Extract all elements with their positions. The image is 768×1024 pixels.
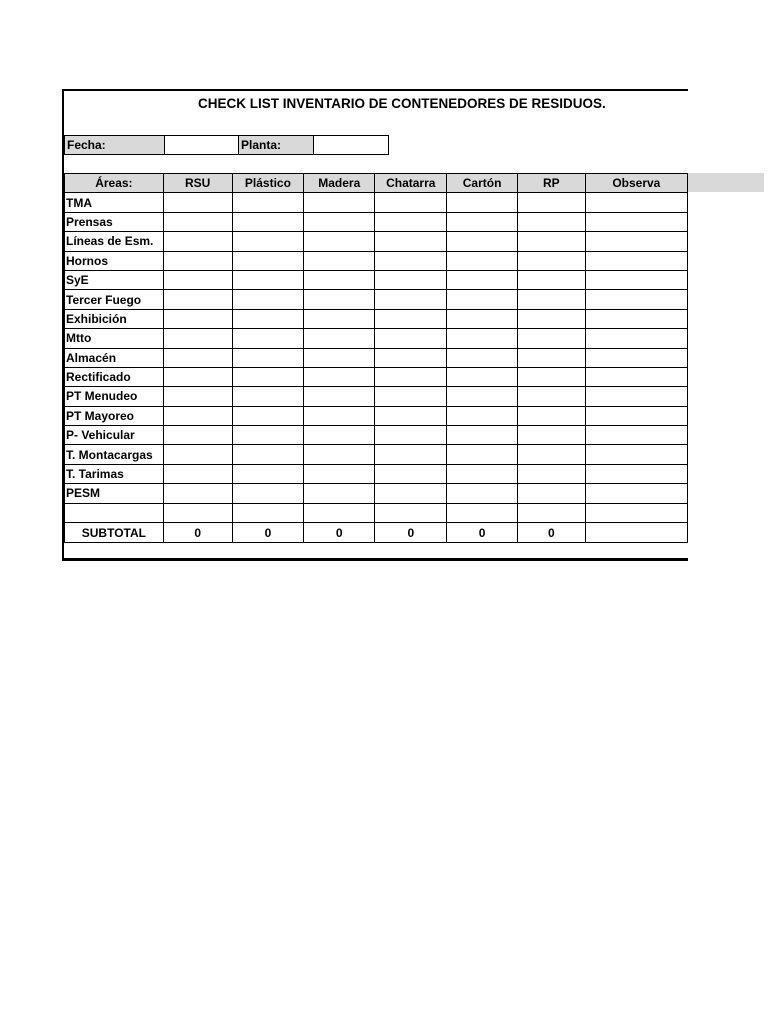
count-cell[interactable] xyxy=(232,464,304,483)
count-cell[interactable] xyxy=(447,426,518,445)
subtotal-label: SUBTOTAL xyxy=(65,523,164,543)
count-cell[interactable] xyxy=(163,270,232,289)
count-cell[interactable] xyxy=(304,406,375,425)
count-cell[interactable] xyxy=(517,329,585,348)
count-cell[interactable] xyxy=(447,348,518,367)
count-cell[interactable] xyxy=(375,503,447,522)
count-cell[interactable] xyxy=(375,251,447,270)
table-row xyxy=(65,251,688,270)
area-label xyxy=(65,503,164,522)
count-cell[interactable] xyxy=(585,193,687,212)
empty-row xyxy=(65,543,688,561)
count-cell[interactable] xyxy=(304,193,375,212)
count-cell[interactable] xyxy=(232,367,304,386)
count-cell[interactable] xyxy=(304,387,375,406)
count-cell[interactable] xyxy=(375,232,447,251)
count-cell[interactable] xyxy=(585,406,687,425)
count-cell[interactable] xyxy=(585,367,687,386)
count-cell[interactable] xyxy=(232,445,304,464)
column-header: Cartón xyxy=(447,174,518,193)
count-cell[interactable] xyxy=(585,270,687,289)
table-row xyxy=(65,232,688,251)
count-cell[interactable] xyxy=(304,445,375,464)
area-label: Exhibición xyxy=(65,309,164,328)
count-cell[interactable] xyxy=(232,309,304,328)
subtotal-value: 0 xyxy=(517,523,585,543)
count-cell[interactable] xyxy=(447,445,518,464)
count-cell[interactable] xyxy=(447,503,518,522)
count-cell[interactable] xyxy=(517,193,585,212)
count-cell[interactable] xyxy=(447,212,518,231)
count-cell[interactable] xyxy=(304,329,375,348)
count-cell[interactable] xyxy=(232,387,304,406)
count-cell[interactable] xyxy=(375,309,447,328)
count-cell[interactable] xyxy=(375,290,447,309)
count-cell[interactable] xyxy=(517,387,585,406)
sheet-title-text: CHECK LIST INVENTARIO DE CONTENEDORES DE RESIDUOS. xyxy=(198,96,606,111)
count-cell[interactable] xyxy=(447,387,518,406)
column-header: Chatarra xyxy=(375,174,447,193)
count-cell[interactable] xyxy=(585,290,687,309)
checklist-sheet xyxy=(62,89,688,561)
table-row xyxy=(65,212,688,231)
table-row xyxy=(65,270,688,289)
column-header: RP xyxy=(517,174,585,193)
count-cell[interactable] xyxy=(517,212,585,231)
area-label: Líneas de Esm. xyxy=(65,232,164,251)
count-cell[interactable] xyxy=(447,251,518,270)
subtotal-value: 0 xyxy=(304,523,375,543)
area-label: TMA xyxy=(65,193,164,212)
count-cell[interactable] xyxy=(375,387,447,406)
count-cell[interactable] xyxy=(375,212,447,231)
count-cell[interactable] xyxy=(232,484,304,503)
count-cell[interactable] xyxy=(517,270,585,289)
area-label: Almacén xyxy=(65,348,164,367)
count-cell[interactable] xyxy=(585,251,687,270)
table-row xyxy=(65,193,688,212)
count-cell[interactable] xyxy=(447,464,518,483)
count-cell[interactable] xyxy=(163,484,232,503)
count-cell[interactable] xyxy=(232,251,304,270)
table-row xyxy=(65,464,688,483)
count-cell[interactable] xyxy=(163,426,232,445)
count-cell[interactable] xyxy=(163,309,232,328)
count-cell[interactable] xyxy=(375,193,447,212)
count-cell[interactable] xyxy=(304,270,375,289)
column-header: Áreas: xyxy=(65,174,164,193)
table-row xyxy=(65,406,688,425)
offpage-column-header xyxy=(688,173,764,192)
count-cell[interactable] xyxy=(447,406,518,425)
count-cell[interactable] xyxy=(517,348,585,367)
count-cell[interactable] xyxy=(447,484,518,503)
area-label: T. Tarimas xyxy=(65,464,164,483)
count-cell[interactable] xyxy=(163,503,232,522)
count-cell[interactable] xyxy=(517,406,585,425)
count-cell[interactable] xyxy=(585,329,687,348)
count-cell[interactable] xyxy=(304,348,375,367)
count-cell[interactable] xyxy=(232,406,304,425)
subtotal-value xyxy=(585,523,687,543)
fecha-field[interactable] xyxy=(164,135,239,155)
count-cell[interactable] xyxy=(517,503,585,522)
table-row xyxy=(65,503,688,522)
count-cell[interactable] xyxy=(517,445,585,464)
area-label: SyE xyxy=(65,270,164,289)
table-row xyxy=(65,387,688,406)
count-cell[interactable] xyxy=(304,426,375,445)
count-cell[interactable] xyxy=(304,212,375,231)
count-cell[interactable] xyxy=(304,309,375,328)
count-cell[interactable] xyxy=(232,426,304,445)
area-label: Rectificado xyxy=(65,367,164,386)
count-cell[interactable] xyxy=(517,367,585,386)
subtotal-row xyxy=(65,523,688,543)
area-label: Mtto xyxy=(65,329,164,348)
count-cell[interactable] xyxy=(447,232,518,251)
count-cell[interactable] xyxy=(375,270,447,289)
column-header: RSU xyxy=(163,174,232,193)
count-cell[interactable] xyxy=(447,193,518,212)
count-cell[interactable] xyxy=(232,503,304,522)
count-cell[interactable] xyxy=(163,329,232,348)
subtotal-value: 0 xyxy=(375,523,447,543)
table-header-row xyxy=(65,174,688,193)
count-cell[interactable] xyxy=(304,290,375,309)
count-cell[interactable] xyxy=(585,387,687,406)
count-cell[interactable] xyxy=(163,406,232,425)
count-cell[interactable] xyxy=(232,232,304,251)
count-cell[interactable] xyxy=(375,329,447,348)
count-cell[interactable] xyxy=(232,270,304,289)
area-label: Prensas xyxy=(65,212,164,231)
area-label: Hornos xyxy=(65,251,164,270)
count-cell[interactable] xyxy=(585,445,687,464)
table-row xyxy=(65,290,688,309)
column-header: Observa xyxy=(585,174,687,193)
count-cell[interactable] xyxy=(163,367,232,386)
count-cell[interactable] xyxy=(447,367,518,386)
count-cell[interactable] xyxy=(585,212,687,231)
count-cell[interactable] xyxy=(585,484,687,503)
count-cell[interactable] xyxy=(375,426,447,445)
table-row xyxy=(65,484,688,503)
count-cell[interactable] xyxy=(517,290,585,309)
subtotal-value: 0 xyxy=(447,523,518,543)
count-cell[interactable] xyxy=(232,212,304,231)
count-cell[interactable] xyxy=(447,270,518,289)
count-cell[interactable] xyxy=(585,232,687,251)
table-row xyxy=(65,426,688,445)
count-cell[interactable] xyxy=(163,251,232,270)
table-row xyxy=(65,367,688,386)
count-cell[interactable] xyxy=(304,232,375,251)
inventory-table xyxy=(64,173,688,561)
count-cell[interactable] xyxy=(232,193,304,212)
count-cell[interactable] xyxy=(375,464,447,483)
table-row xyxy=(65,329,688,348)
planta-field[interactable] xyxy=(313,135,389,155)
sheet-title xyxy=(64,91,688,117)
count-cell[interactable] xyxy=(447,309,518,328)
count-cell[interactable] xyxy=(232,329,304,348)
count-cell[interactable] xyxy=(163,290,232,309)
count-cell[interactable] xyxy=(517,426,585,445)
count-cell[interactable] xyxy=(585,309,687,328)
count-cell[interactable] xyxy=(585,503,687,522)
area-label: Tercer Fuego xyxy=(65,290,164,309)
count-cell[interactable] xyxy=(375,367,447,386)
count-cell[interactable] xyxy=(163,212,232,231)
count-cell[interactable] xyxy=(232,290,304,309)
count-cell[interactable] xyxy=(163,348,232,367)
table-row xyxy=(65,348,688,367)
count-cell[interactable] xyxy=(163,232,232,251)
planta-label: Planta: xyxy=(238,135,314,155)
count-cell[interactable] xyxy=(447,329,518,348)
fecha-label: Fecha: xyxy=(64,135,165,155)
count-cell[interactable] xyxy=(585,464,687,483)
count-cell[interactable] xyxy=(585,426,687,445)
column-header: Plástico xyxy=(232,174,304,193)
area-label: P- Vehicular xyxy=(65,426,164,445)
subtotal-value: 0 xyxy=(163,523,232,543)
count-cell[interactable] xyxy=(304,464,375,483)
count-cell[interactable] xyxy=(375,406,447,425)
table-row xyxy=(65,445,688,464)
count-cell[interactable] xyxy=(375,484,447,503)
count-cell[interactable] xyxy=(304,484,375,503)
area-label: PT Menudeo xyxy=(65,387,164,406)
count-cell[interactable] xyxy=(163,193,232,212)
count-cell[interactable] xyxy=(163,464,232,483)
count-cell[interactable] xyxy=(517,232,585,251)
count-cell[interactable] xyxy=(375,348,447,367)
count-cell[interactable] xyxy=(304,367,375,386)
count-cell[interactable] xyxy=(163,387,232,406)
area-label: T. Montacargas xyxy=(65,445,164,464)
empty-cell xyxy=(65,543,688,561)
table-row xyxy=(65,309,688,328)
area-label: PT Mayoreo xyxy=(65,406,164,425)
count-cell[interactable] xyxy=(517,484,585,503)
count-cell[interactable] xyxy=(304,503,375,522)
count-cell[interactable] xyxy=(447,290,518,309)
subtotal-value: 0 xyxy=(232,523,304,543)
count-cell[interactable] xyxy=(517,464,585,483)
column-header: Madera xyxy=(304,174,375,193)
count-cell[interactable] xyxy=(585,348,687,367)
count-cell[interactable] xyxy=(517,309,585,328)
count-cell[interactable] xyxy=(163,445,232,464)
count-cell[interactable] xyxy=(517,251,585,270)
count-cell[interactable] xyxy=(375,445,447,464)
count-cell[interactable] xyxy=(304,251,375,270)
area-label: PESM xyxy=(65,484,164,503)
count-cell[interactable] xyxy=(232,348,304,367)
